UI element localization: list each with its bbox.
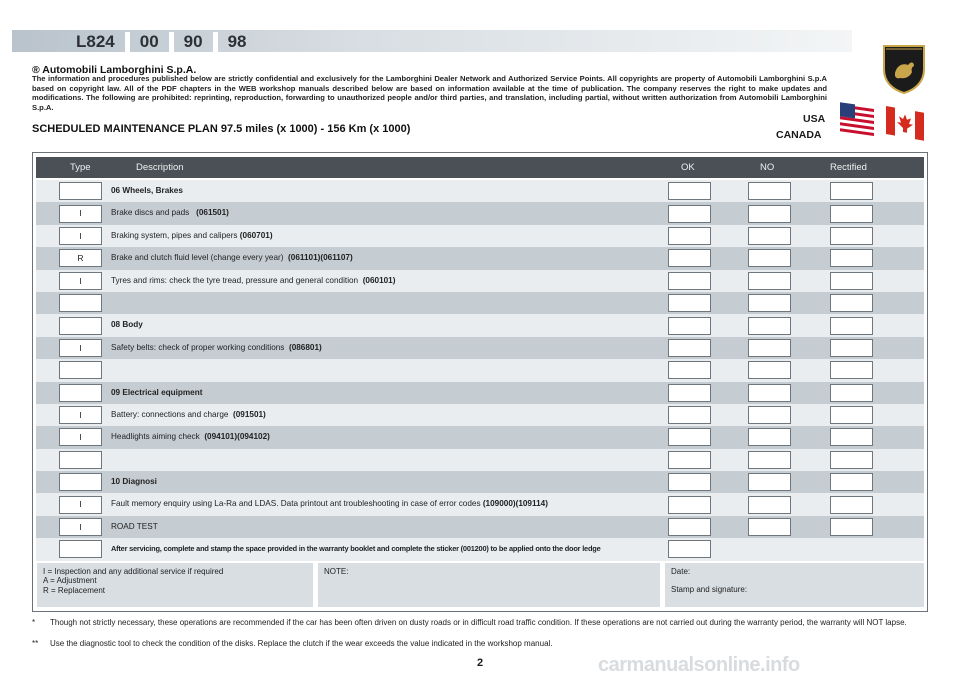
rectified-checkbox[interactable] [830,339,873,357]
header-no: NO [760,162,775,173]
date-label: Date: [671,567,691,576]
type-box [59,317,102,335]
rectified-checkbox[interactable] [830,406,873,424]
rectified-checkbox[interactable] [830,317,873,335]
no-checkbox[interactable] [748,428,791,446]
rectified-checkbox[interactable] [830,428,873,446]
no-checkbox[interactable] [748,205,791,223]
header-description: Description [136,162,184,173]
code-2: 00 [139,32,159,51]
rectified-checkbox[interactable] [830,205,873,223]
lamborghini-logo [881,43,927,95]
legend-adjustment: A = Adjustment [43,576,97,586]
ok-checkbox[interactable] [668,227,711,245]
rectified-checkbox[interactable] [830,182,873,200]
ok-checkbox[interactable] [668,518,711,536]
document-codes [66,32,257,52]
no-checkbox[interactable] [748,227,791,245]
no-checkbox[interactable] [748,294,791,312]
header-type: Type [70,162,91,173]
rectified-checkbox[interactable] [830,227,873,245]
row-description: Fault memory enquiry using La-Ra and LDAS. Data printout ant troubleshooting in case of error codes (109000)(109114) [111,499,548,509]
section-heading: 10 Diagnosi [111,477,157,487]
no-checkbox[interactable] [748,406,791,424]
row-description: ROAD TEST [111,521,158,531]
rectified-checkbox[interactable] [830,249,873,267]
type-value: I [79,432,82,443]
table-row [36,314,924,336]
table-row [36,337,924,359]
no-checkbox[interactable] [748,473,791,491]
ok-checkbox[interactable] [668,339,711,357]
type-box [59,361,102,379]
no-checkbox[interactable] [748,384,791,402]
no-checkbox[interactable] [748,518,791,536]
no-checkbox[interactable] [748,317,791,335]
type-box [59,540,102,558]
row-description: Brake and clutch fluid level (change every year) (061101)(061107) [111,253,353,263]
ok-checkbox[interactable] [668,317,711,335]
row-description: Brake discs and pads (061501) [111,208,229,218]
no-checkbox[interactable] [748,496,791,514]
rectified-checkbox[interactable] [830,294,873,312]
code-3: 90 [183,32,203,51]
type-box [59,384,102,402]
section-heading: 06 Wheels, Brakes [111,186,183,195]
ok-checkbox[interactable] [668,406,711,424]
code-4: 98 [227,32,247,51]
usa-canada-flags-icon [838,100,930,150]
date-stamp-field[interactable] [665,563,924,607]
table-row [36,426,924,448]
type-value: I [79,230,82,241]
table-header [36,157,924,178]
rectified-checkbox[interactable] [830,272,873,290]
table-row [36,247,924,269]
no-checkbox[interactable] [748,272,791,290]
header-rectified: Rectified [830,162,867,173]
table-row [36,449,924,471]
brand-title: ® Automobili Lamborghini S.p.A. [32,64,197,76]
code-1: L824 [76,32,115,51]
type-box [59,294,102,312]
legend-box [37,563,313,607]
footnote-mark: * [32,618,36,627]
section-heading: 08 Body [111,320,143,330]
type-value: I [79,275,82,286]
final-instruction: After servicing, complete and stamp the space provided in the warranty booklet and complete the sticker (001200) to be applied onto the door ledge [111,544,601,554]
row-description: Tyres and rims: check the tyre tread, pressure and general condition (060101) [111,275,396,285]
type-value: I [79,208,82,219]
ok-checkbox[interactable] [668,361,711,379]
table-row [36,404,924,426]
table-row [36,292,924,314]
table-rows [36,180,924,561]
ok-checkbox[interactable] [668,249,711,267]
stamp-label: Stamp and signature: [671,585,748,595]
type-value: I [79,342,82,353]
rectified-checkbox[interactable] [830,451,873,469]
ok-checkbox[interactable] [668,182,711,200]
table-row [36,180,924,202]
type-box [59,451,102,469]
rectified-checkbox[interactable] [830,473,873,491]
copyright-disclaimer: The information and procedures published below are strictly confidential and exclusively for the Lamborghini Dealer Network and Authorized Service Points. All copyrights are property of Automobili Lamborghini S.p.A based on copyright law. All of the PDF chapters in the WEB workshop manuals described below are based on information available at the time of publication. The company reserves the right to make updates and modifications. The following are prohibited: reprinting, reproduction, forwarding to unauthorized people and/or third parties, and translation, including partial, without written authorization from Automobili Lamborghini S.p.A. [32,74,827,112]
footnote-text: Though not strictly necessary, these operations are recommended if the car has been often driven on dusty roads or in difficult road traffic condition. If these operations are not carried out during the warranty period, the warranty will NOT lapse. [50,618,907,627]
footnote-text: Use the diagnostic tool to check the condition of the disks. Replace the clutch if the wear exceeds the value indicated in the workshop manual. [50,639,553,648]
ok-checkbox[interactable] [668,294,711,312]
no-checkbox[interactable] [748,451,791,469]
ok-checkbox[interactable] [668,428,711,446]
ok-checkbox[interactable] [668,272,711,290]
ok-checkbox[interactable] [668,540,711,558]
row-description: Safety belts: check of proper working conditions (086801) [111,342,322,352]
table-row [36,471,924,493]
row-description: Headlights aiming check (094101)(094102) [111,432,270,442]
table-row [36,202,924,224]
type-value: R [77,253,84,264]
ok-checkbox[interactable] [668,496,711,514]
table-row [36,359,924,381]
ok-checkbox[interactable] [668,473,711,491]
watermark: carmanualsonline.info [598,654,800,676]
rectified-checkbox[interactable] [830,384,873,402]
rectified-checkbox[interactable] [830,518,873,536]
region-usa: USA [803,113,826,125]
type-box [59,182,102,200]
no-checkbox[interactable] [748,361,791,379]
table-row [36,493,924,515]
legend-inspection: I = Inspection and any additional service if required [43,567,224,576]
type-value: I [79,409,82,420]
table-row [36,382,924,404]
ok-checkbox[interactable] [668,451,711,469]
plan-title: SCHEDULED MAINTENANCE PLAN 97.5 miles (x 1000) - 156 Km (x 1000) [32,123,411,135]
ok-checkbox[interactable] [668,384,711,402]
header-ok: OK [681,162,695,173]
type-value: I [79,521,82,532]
row-description: Battery: connections and charge (091501) [111,409,266,419]
section-heading: 09 Electrical equipment [111,387,203,397]
table-row [36,270,924,292]
rectified-checkbox[interactable] [830,361,873,379]
table-row [36,538,924,560]
table-row [36,516,924,538]
table-row [36,225,924,247]
no-checkbox[interactable] [748,249,791,267]
footnote-mark: ** [32,639,39,648]
no-checkbox[interactable] [748,182,791,200]
type-box [59,473,102,491]
rectified-checkbox[interactable] [830,496,873,514]
type-value: I [79,499,82,510]
page-number: 2 [477,657,484,669]
legend-replacement: R = Replacement [43,585,106,595]
note-label: NOTE: [324,567,349,576]
note-field[interactable] [318,563,660,607]
row-description: Braking system, pipes and calipers (060701) [111,230,273,240]
bull-shield-icon [881,43,927,95]
ok-checkbox[interactable] [668,205,711,223]
region-canada: CANADA [776,129,822,141]
no-checkbox[interactable] [748,339,791,357]
